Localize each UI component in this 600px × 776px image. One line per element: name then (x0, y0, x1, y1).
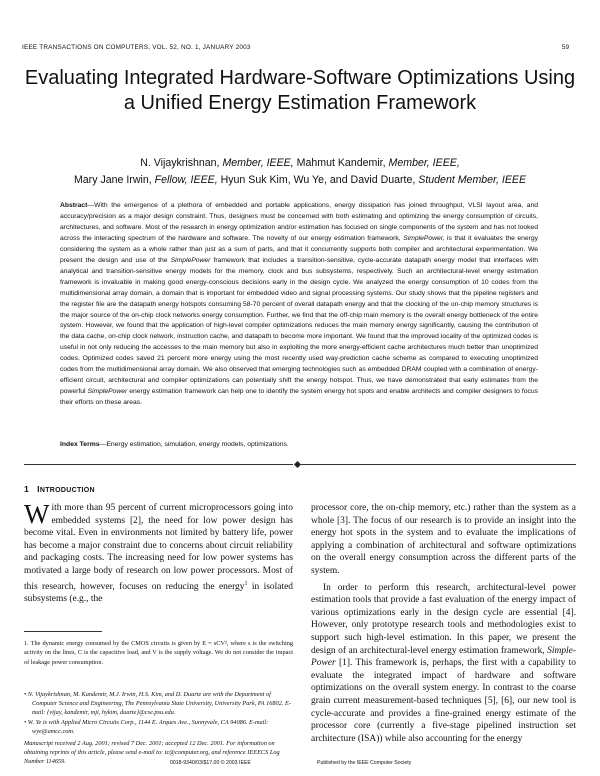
author-2-membership: Member, IEEE, (388, 157, 460, 169)
manuscript-info: Manuscript received 2 Aug. 2001; revised 7 Dec. 2001; accepted 12 Dec. 2001. For information on obtaining reprints of this article, please send e-mail to: tc@computer.org, and reference IEEECS Log Number 114659. (24, 740, 280, 766)
footnote-rule (24, 631, 102, 632)
abstract (60, 201, 538, 409)
abstract-text-3: framework that includes a transition-sensitive, cycle-accurate datapath energy model that interfaces with analytical and transition-sensitive energy models for the memory, clock and bus subsystems, respectively. Such an architectural-level energy estimation framework is invaluable in making good energy-conscious decisions early in the design cycle. We analyzed the energy consumption of 10 codes from the multidimensional array domain, a domain that is important for embedded video and signal processing systems. Our study shows that the pipeline registers and the register file are the datapath energy hotspots consuming 58-70 percent of overall datapath energy and that the clocking of the on-chip memory structures is the major source of the on-chip clock networks energy consumption. Further, we find that the off-chip main memory is the overall energy bottleneck of the entire system. However, we found that the application of high-level compiler optimizations reduces the main memory energy significantly, causing the contribution of the data cache, on-chip clock network, instruction cache, and datapath to become more important. We found that the improved locality of the optimized codes is useful in not only reducing the accesses to the main memory but also in exploiting the more energy-efficient cache architectures much better than unoptimized codes. Optimized codes saved 21 percent more energy using the most recently used way-prediction cache scheme as compared to executing unoptimized codes from the multidimensional array domain. We also observed that emerging technologies such as embedded DRAM coupled with a combination of energy-efficient circuit, architectural and compiler optimizations can potentially shift the energy hotspot. Thus, we have demonstrated that early estimates from the powerful (60, 256, 538, 396)
body-column-right (311, 502, 576, 745)
intro-text-1b: in isolated subsystems (e.g., the (24, 581, 293, 605)
paper-title: Evaluating Integrated Hardware-Software Optimizations Using a Unified Energy Estimation Framework (24, 67, 576, 114)
index-terms (60, 441, 538, 448)
abstract-tool-name: SimplePower (170, 256, 211, 264)
footnote-marker: 1 (244, 580, 248, 587)
section-title-rest: NTRODUCTION (39, 487, 95, 494)
author-3-membership: Fellow, IEEE, (154, 173, 218, 186)
intro-text-2a: In order to perform this research, architectural-level power estimation tools that provide a fast evaluation of the energy impact of various optimizations early in the design cycle are essential [4]. However, only prototype research tools and methodologies exist to support such high-level estimation. In this paper, we present the design of an architectural-level energy estimation framework, (311, 582, 576, 656)
intro-text-1: ith more than 95 percent of current microprocessors going into embedded systems [2], the need for low power design has become vital. Even in environments not limited by battery life, power has become a major constraint due to concerns about circuit reliability and packaging costs. The increasing need for low power systems has motivated a large body of research on low power processors. Most of this research, however, focuses on reducing the energy (24, 503, 293, 592)
running-header-page-number: 59 (561, 44, 569, 51)
affiliation-1: • N. Vijaykrishnan, M. Kandemir, M.J. Irwin, H.S. Kim, and D. Duarte are with the Department of Computer Science and Engineering, The Pennsylvania State University, University Park, PA 16802. E-mail: {vijay, kandemir, mji, hykim, duarte}@cse.psu.edu. (24, 691, 291, 717)
affiliations (24, 690, 293, 767)
footer-copyright: 0018-9340/03/$17.00 © 2003 IEEE (170, 760, 251, 766)
abstract-text-4: energy estimation framework can help one to identify the system energy hot spots and enable architects and compiler designers to focus their efforts on these areas. (60, 388, 538, 407)
index-terms-label: Index Terms (60, 441, 100, 448)
footer-publisher: Published by the IEEE Computer Society (317, 760, 412, 766)
footnote: 1. The dynamic energy consumed by the CMOS circuits is given by E = sCV², where s is the switching activity on the lines, C is the capacitive load, and V is the supply voltage. We do not consider the impact of leakage power consumption. (24, 640, 293, 666)
author-1-membership: Member, IEEE, (222, 157, 294, 169)
tool-name: Simple-Power (311, 645, 577, 669)
drop-cap: W (24, 499, 50, 529)
divider-diamond-icon (293, 460, 301, 468)
section-heading (24, 484, 95, 494)
abstract-tool-name: SimplePower (87, 388, 128, 396)
index-terms-text: —Energy estimation, simulation, energy models, optimizations. (99, 441, 289, 448)
abstract-tool-name: SimplePower, (403, 234, 445, 242)
abstract-text-2: is that it evaluates the energy considering the system as a whole rather than just as a sum of parts, and that it concurrently supports both compiler and architectural experimentation. We present the design and use of the (60, 234, 538, 264)
intro-paragraph-1 (24, 499, 293, 606)
abstract-label: Abstract (60, 202, 88, 209)
running-header-journal: IEEE TRANSACTIONS ON COMPUTERS, VOL. 52, NO. 1, JANUARY 2003 (22, 44, 251, 51)
author-2: Mahmut Kandemir, (296, 157, 386, 169)
author-1: N. Vijaykrishnan, (140, 157, 220, 169)
intro-text-2b: [1]. This framework is, perhaps, the first with a capability to evaluate the integrated impact of hardware and software optimizations on the overall system energy. In contrast to the coarse grain current measurement-based techniques [5], [6], our new tool is cycle-accurate and provides a fine-grained energy estimate of the processor core (currently a five-stage pipelined instruction set architecture (ISA)) while also accounting for the energy (311, 658, 577, 744)
author-3: Mary Jane Irwin, (73, 173, 152, 186)
intro-paragraph-2 (311, 582, 576, 746)
section-title-initial: I (37, 484, 40, 494)
affiliation-2: • W. Ye is with Applied Micro Circuits Corp., 1144 E. Arques Ave., Sunnyvale, CA 94086. E-mail: wye@amcc.com. (24, 718, 269, 735)
body-column-left (24, 499, 293, 606)
abstract-text-1: —With the emergence of a plethora of embedded and portable applications, energy dissipation has joined throughput, VLSI layout area, and accuracy/precision as a major design constraint. Thus, designers must be concerned with both estimating and optimizing the energy consumption of circuits, architectures, and software. Most of the research in energy optimization and/or estimation has focused on single components of the system and has not looked across the interacting spectrum of the hardware and software. The novelty of our energy estimation framework, (60, 202, 538, 242)
author-list (20, 155, 580, 188)
author-4-6: Hyun Suk Kim, Wu Ye, and David Duarte, (220, 173, 416, 186)
author-4-6-membership: Student Member, IEEE (418, 173, 527, 186)
intro-paragraph-1-cont: processor core, the on-chip memory, etc.) rather than the system as a whole [3]. The focus of our research is to provide an insight into the energy hot spots in the system and to evaluate the implications of applying a combination of architectural and software optimizations on the overall energy consumption across the different parts of the system. (311, 503, 576, 576)
section-number: 1 (24, 484, 30, 494)
